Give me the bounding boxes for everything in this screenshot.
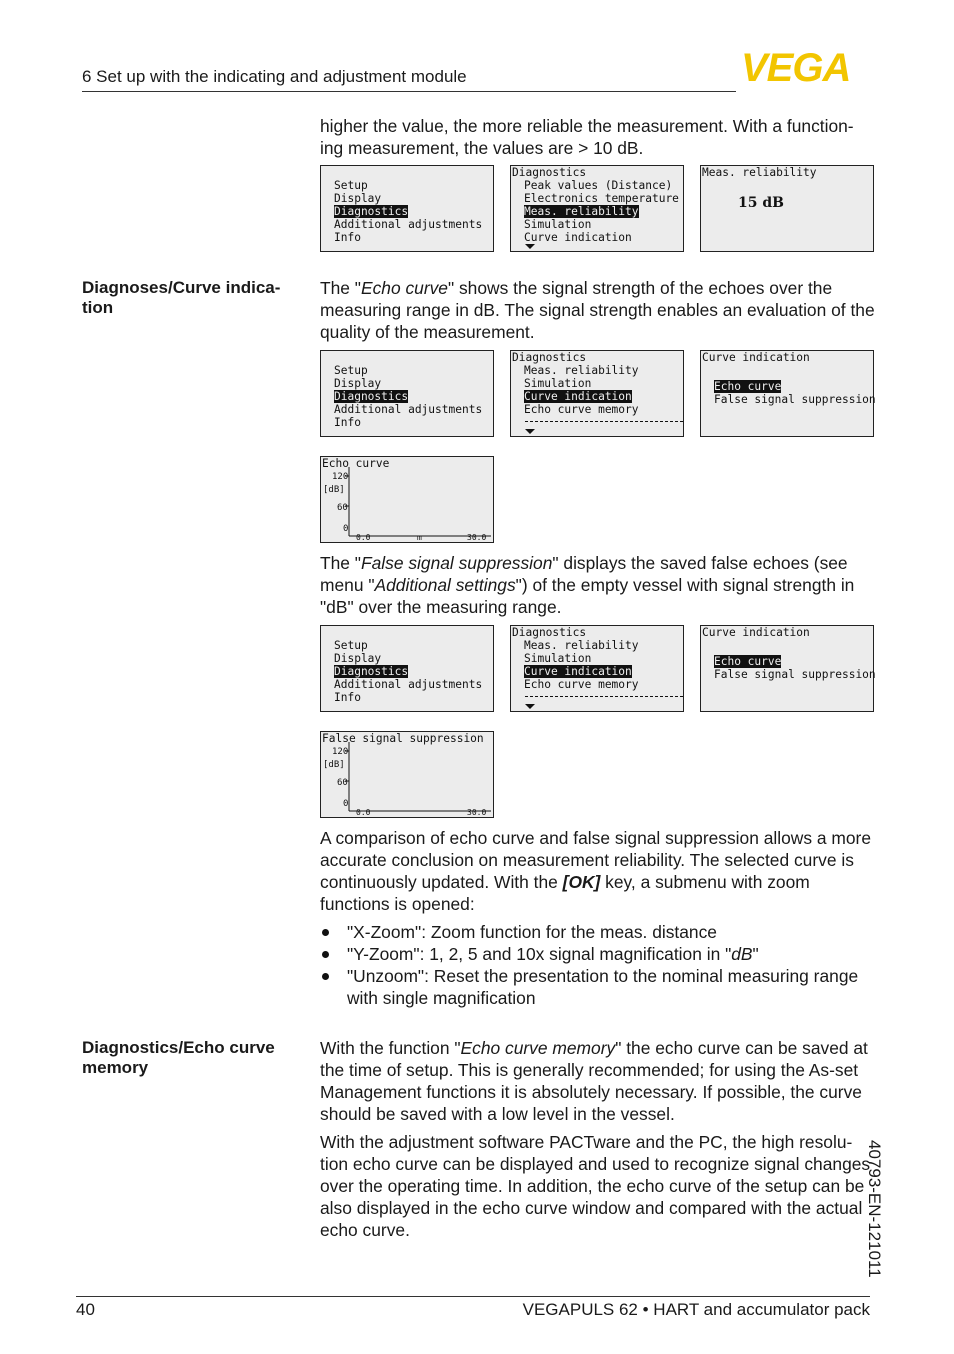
display-meas-reliability xyxy=(700,165,874,252)
list-item: "Unzoom": Reset the presentation to the nominal measuring range with single magnification xyxy=(320,965,876,1009)
menu-item-additional-adjustments: Additional adjustments xyxy=(334,678,483,691)
list-item: "Y-Zoom": 1, 2, 5 and 10x signal magnification in "dB" xyxy=(320,943,876,965)
menu-item-diagnostics-selected: Diagnostics xyxy=(334,665,409,678)
menu-item-setup: Setup xyxy=(334,364,368,377)
curve-item: False signal suppression xyxy=(714,668,876,681)
diag-item: Simulation xyxy=(524,218,592,231)
menu-item-display: Display xyxy=(334,377,382,390)
menu-item-setup: Setup xyxy=(334,179,368,192)
menu-item-diagnostics-selected: Diagnostics xyxy=(334,205,409,218)
x-tick-end: 30.0 xyxy=(467,533,487,542)
x-tick-end: 30.0 xyxy=(467,808,487,817)
y-tick-top: 120 xyxy=(332,747,349,757)
diag-item: Meas. reliability xyxy=(524,639,639,652)
curve-item-selected: Echo curve xyxy=(714,380,782,393)
menu-item-info: Info xyxy=(334,691,361,704)
curve-item-selected: Echo curve xyxy=(714,655,782,668)
bullet-icon xyxy=(322,973,329,980)
menu-item-additional-adjustments: Additional adjustments xyxy=(334,403,483,416)
reliability-value: 15 dB xyxy=(738,195,784,211)
svg-text:VEGA: VEGA xyxy=(741,50,851,84)
menu-item-display: Display xyxy=(334,652,382,665)
curve-item: False signal suppression xyxy=(714,393,876,406)
diag-item: Peak values (Distance) xyxy=(524,179,673,192)
curve-indication-paragraph: The "Echo curve" shows the signal strength of the echoes over the measuring range in dB. The signal strength enables an evaluation of the quality of the measurement. xyxy=(320,278,875,342)
separator xyxy=(525,421,683,422)
diag-item-selected: Curve indication xyxy=(524,665,632,678)
y-tick-top: 120 xyxy=(332,472,349,482)
menu-item-info: Info xyxy=(334,416,361,429)
x-unit: m xyxy=(417,533,422,542)
footer-product: VEGAPULS 62 • HART and accumulator pack xyxy=(522,1300,870,1319)
screen-title: Curve indication xyxy=(702,626,810,639)
false-signal-paragraph: The "False signal suppression" displays the saved false echoes (see menu "Additional settings") of the empty vessel with signal strength in "dB" over the measuring range. xyxy=(320,553,855,617)
comparison-paragraph: A comparison of echo curve and false signal suppression allows a more accurate conclusion on measurement reliability. The selected curve is continuously updated. With the [OK] key, a submenu with zoom functions is opened: xyxy=(320,828,871,914)
screen-title: Echo curve xyxy=(322,457,390,470)
screen-title: Diagnostics xyxy=(512,351,587,364)
false-signal-axes xyxy=(321,732,493,817)
separator xyxy=(525,696,683,697)
display-main-menu-2 xyxy=(320,350,494,437)
diag-item: Echo curve memory xyxy=(524,403,639,416)
diag-item-selected: Curve indication xyxy=(524,390,632,403)
screen-title: Diagnostics xyxy=(512,626,587,639)
display-diagnostics-menu-3 xyxy=(510,625,684,712)
screen-title: False signal suppression xyxy=(322,732,484,745)
display-curve-indication-2 xyxy=(700,625,874,712)
x-tick-start: 0.0 xyxy=(356,808,371,817)
x-tick-start: 0.0 xyxy=(356,533,371,542)
echo-memory-paragraph-2: With the adjustment software PACTware and the PC, the high resolu-tion echo curve can be displayed and used to recognize signal changes over the operating time. In addition, the echo curve of the setup can be also displayed in the echo curve window and compared with the actual echo curve. xyxy=(320,1132,871,1240)
diag-item: Electronics temperature xyxy=(524,192,679,205)
y-unit: [dB] xyxy=(323,760,345,770)
diag-item: Curve indication xyxy=(524,231,632,244)
y-tick-mid: 60 xyxy=(337,503,348,513)
echo-curve-axes xyxy=(321,457,493,542)
screen-title: Diagnostics xyxy=(512,166,587,179)
bullet-icon xyxy=(322,951,329,958)
y-tick-zero: 0 xyxy=(343,524,349,534)
menu-item-additional-adjustments: Additional adjustments xyxy=(334,218,483,231)
document-id: 40793-EN-121011 xyxy=(865,1140,884,1278)
scroll-down-icon xyxy=(525,704,535,709)
side-heading-curve-indication: Diagnoses/Curve indica-tion xyxy=(82,278,281,317)
diag-item-selected: Meas. reliability xyxy=(524,205,639,218)
bullet-icon xyxy=(322,929,329,936)
y-tick-mid: 60 xyxy=(337,778,348,788)
header-rule xyxy=(82,91,736,92)
screen-title: Meas. reliability xyxy=(702,166,817,179)
diag-item: Echo curve memory xyxy=(524,678,639,691)
display-main-menu-1 xyxy=(320,165,494,252)
menu-item-setup: Setup xyxy=(334,639,368,652)
menu-item-diagnostics-selected: Diagnostics xyxy=(334,390,409,403)
vega-logo xyxy=(741,50,873,84)
page-number: 40 xyxy=(76,1300,95,1319)
menu-item-info: Info xyxy=(334,231,361,244)
intro-paragraph: higher the value, the more reliable the measurement. With a function-ing measurement, the values are > 10 dB. xyxy=(320,116,854,158)
display-curve-indication-1 xyxy=(700,350,874,437)
menu-item-display: Display xyxy=(334,192,382,205)
diag-item: Simulation xyxy=(524,652,592,665)
list-item: "X-Zoom": Zoom function for the meas. distance xyxy=(320,921,876,943)
y-tick-zero: 0 xyxy=(343,799,349,809)
y-unit: [dB] xyxy=(323,485,345,495)
diag-item: Simulation xyxy=(524,377,592,390)
section-header: 6 Set up with the indicating and adjustment module xyxy=(82,67,467,86)
scroll-down-icon xyxy=(525,429,535,434)
footer-rule xyxy=(76,1296,870,1297)
diag-item: Meas. reliability xyxy=(524,364,639,377)
screen-title: Curve indication xyxy=(702,351,810,364)
display-diagnostics-menu-1 xyxy=(510,165,684,252)
display-diagnostics-menu-2 xyxy=(510,350,684,437)
display-main-menu-3 xyxy=(320,625,494,712)
scroll-down-icon xyxy=(525,244,535,249)
echo-memory-paragraph-1: With the function "Echo curve memory" the echo curve can be saved at the time of setup. This is generally recommended; for using the As-set Management functions it is absolutely necessary. If possible, the curve should be saved with a low level in the vessel. xyxy=(320,1038,868,1124)
display-echo-curve xyxy=(320,456,494,543)
side-heading-echo-curve-memory: Diagnostics/Echo curve memory xyxy=(82,1038,275,1077)
zoom-functions-list xyxy=(320,921,876,1009)
display-false-signal-suppression xyxy=(320,731,494,818)
